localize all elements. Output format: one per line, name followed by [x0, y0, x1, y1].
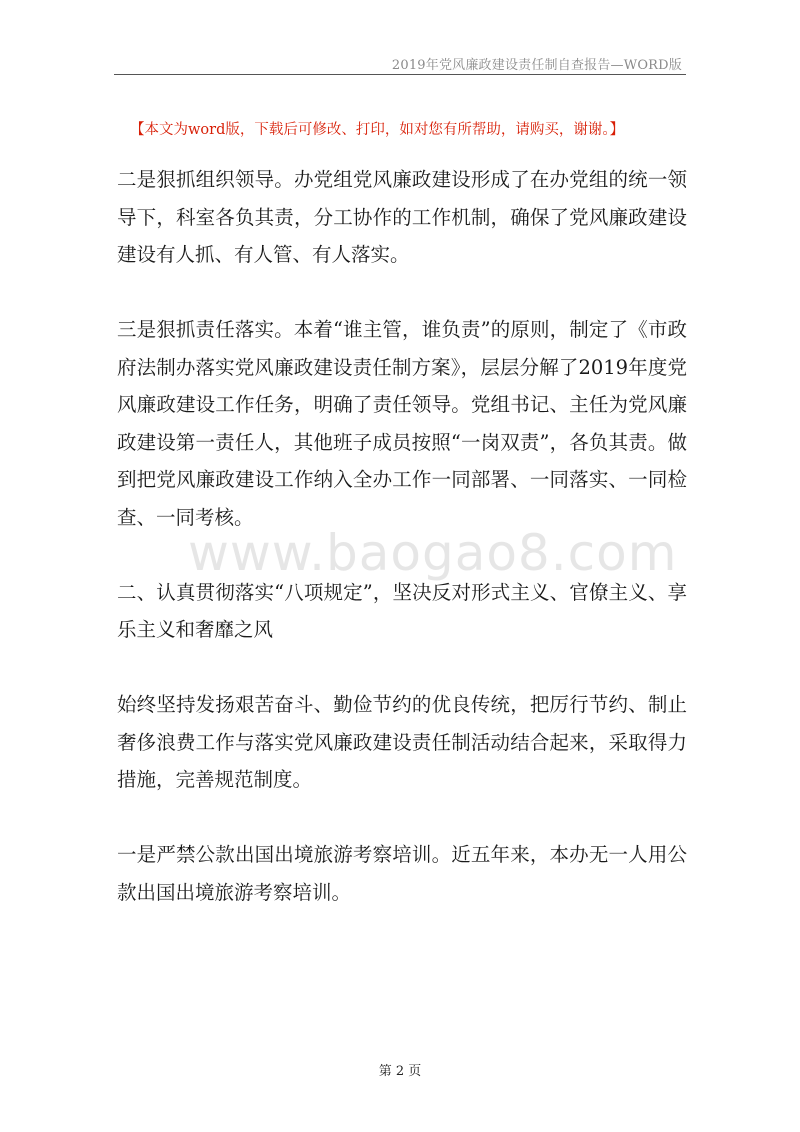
watermark: www.baogao8.com [188, 524, 678, 582]
section-heading: 二、认真贯彻落实“八项规定”，坚决反对形式主义、官僚主义、享乐主义和奢靡之风 [117, 580, 687, 641]
paragraph-1: 二是狠抓组织领导。办党组党风廉政建设形成了在办党组的统一领导下，科室各负其责，分工协作的工作机制，确保了党风廉政建设建设有人抓、有人管、有人落实。 [117, 168, 687, 266]
paragraph-2: 三是狠抓责任落实。本着“谁主管，谁负责”的原则，制定了《市政府法制办落实党风廉政建设责任制方案》，层层分解了2019年度党风廉政建设工作任务，明确了责任领导。党组书记、主任为党风廉政建设第一责任人，其他班子成员按照“一岗双责”，各负其责。做到把党风廉政建设工作纳入全办工作一同部署、一同落实、一同检查、一同考核。 [117, 318, 687, 529]
header-title: 2019年党风廉政建设责任制自查报告—WORD版 [391, 58, 682, 73]
paragraph-3: 始终坚持发扬艰苦奋斗、勤俭节约的优良传统，把厉行节约、制止奢侈浪费工作与落实党风廉政建设责任制活动结合起来，采取得力措施，完善规范制度。 [117, 693, 687, 791]
page-number: 第 2 页 [378, 1064, 422, 1079]
header-divider [114, 74, 686, 75]
paragraph-gap [117, 649, 687, 687]
paragraph-4: 一是严禁公款出国出境旅游考察培训。近五年来，本办无一人用公款出国出境旅游考察培训。 [117, 843, 687, 904]
paragraph-gap [117, 274, 687, 312]
purchase-notice: 【本文为word版，下载后可修改、打印，如对您有所帮助，请购买，谢谢。】 [130, 122, 625, 138]
paragraph-gap [117, 799, 687, 837]
